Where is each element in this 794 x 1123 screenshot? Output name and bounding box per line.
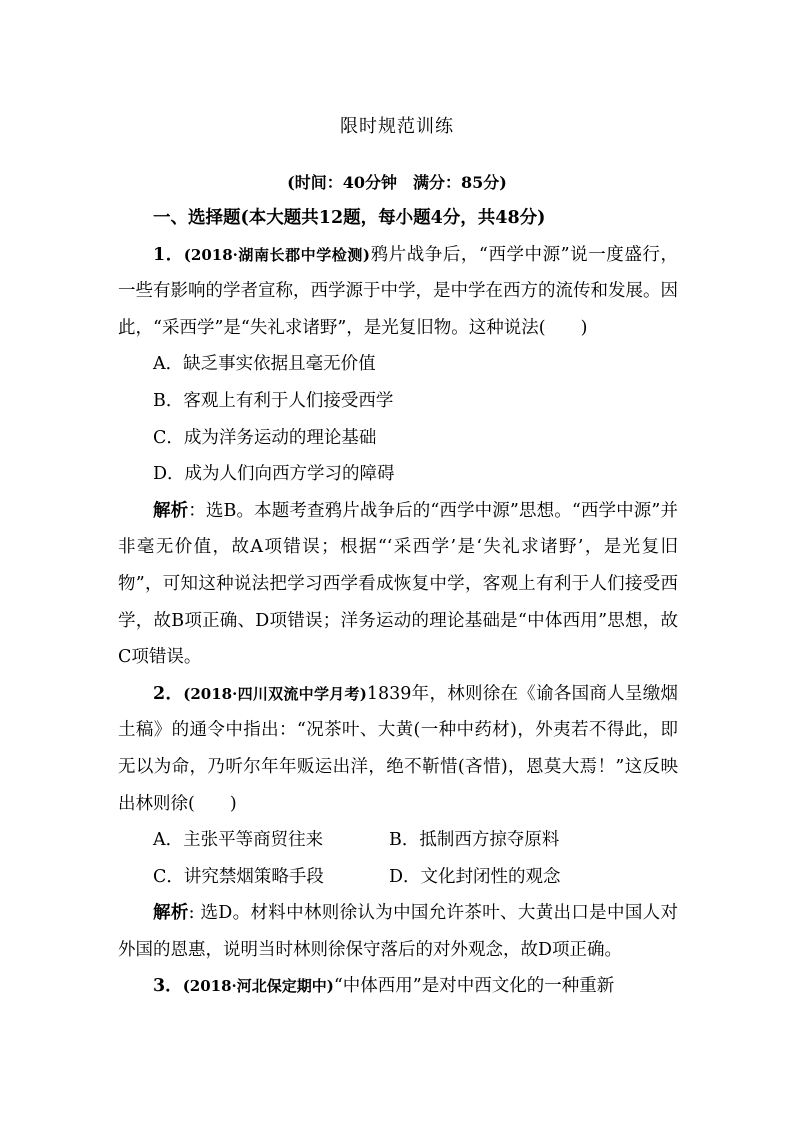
question-2-text: 1839年，林则徐在《谕各国商人呈缴烟土稿》的通令中指出：“况茶叶、大黄(一种中药材)，外夷若不得此，即无以为命，乃听尔年年贩运出洋，绝不靳惜(吝惜)，恩莫大焉！”这反映出林则徐( ) [118, 683, 678, 814]
question-1-analysis-label: 解析 [153, 500, 189, 521]
question-1-stem [118, 237, 678, 347]
question-2-option-a: A．主张平等商贸往来 [153, 830, 324, 851]
question-1-analysis-text: ：选B。本题考查鸦片战争后的“西学中源”思想。“西学中源”并非毫无价值，故A项错误；根据“‘采西学’是‘失礼求诸野’，是光复旧物”，可知这种说法把学习西学看成恢复中学，客观上有利于人们接受西学，故B项正确、D项错误；洋务运动的理论基础是“中体西用”思想，故C项错误。 [118, 500, 678, 668]
question-2-source: (2018·四川双流中学月考) [183, 684, 367, 703]
question-3-text: “中体西用”是对中西文化的一种重新 [333, 976, 615, 997]
section-title: 一、选择题 [153, 208, 241, 228]
question-3-number: 3． [153, 976, 183, 997]
question-2-analysis-text: : 选D。材料中林则徐认为中国允许茶叶、大黄出口是中国人对外国的恩惠，说明当时林则徐保守落后的对外观念，故D项正确。 [118, 903, 678, 960]
question-1-option-a: A．缺乏事实依据且毫无价值 [153, 354, 376, 375]
section-note: (本大题共12题，每小题4分，共48分) [240, 208, 546, 228]
question-2-options-row-1 [118, 822, 678, 859]
question-1-option-d: D．成为人们向西方学习的障碍 [153, 464, 395, 485]
question-1-text: 鸦片战争后，“西学中源”说一度盛行，一些有影响的学者宣称，西学源于中学，是中学在西方的流传和发展。因此，“采西学”是“失礼求诸野”，是光复旧物。这种说法( ) [118, 244, 678, 338]
question-1-option-c: C．成为洋务运动的理论基础 [153, 427, 377, 448]
question-3-source: (2018·河北保定期中) [182, 977, 334, 996]
question-2-option-d: D．文化封闭性的观念 [389, 866, 561, 887]
question-2-option-c: C．讲究禁烟策略手段 [153, 866, 324, 887]
question-1-number: 1． [153, 244, 184, 265]
question-1-source: (2018·湖南长郡中学检测) [183, 245, 371, 264]
page-title: 限时规范训练 [340, 116, 454, 137]
question-1-analysis [118, 493, 678, 676]
question-2-analysis [118, 895, 678, 968]
question-2-number: 2． [153, 683, 184, 704]
question-2-options-row-2 [118, 859, 678, 896]
question-3-stem [118, 968, 678, 1005]
exam-meta: (时间：40分钟 满分：85分) [287, 173, 507, 192]
section-heading [118, 200, 678, 237]
question-2-option-b: B．抵制西方掠夺原料 [389, 830, 560, 851]
question-1-option-b: B．客观上有利于人们接受西学 [153, 390, 394, 411]
document-body [118, 200, 678, 1005]
question-2-stem [118, 676, 678, 822]
question-2-analysis-label: 解析 [153, 903, 189, 924]
